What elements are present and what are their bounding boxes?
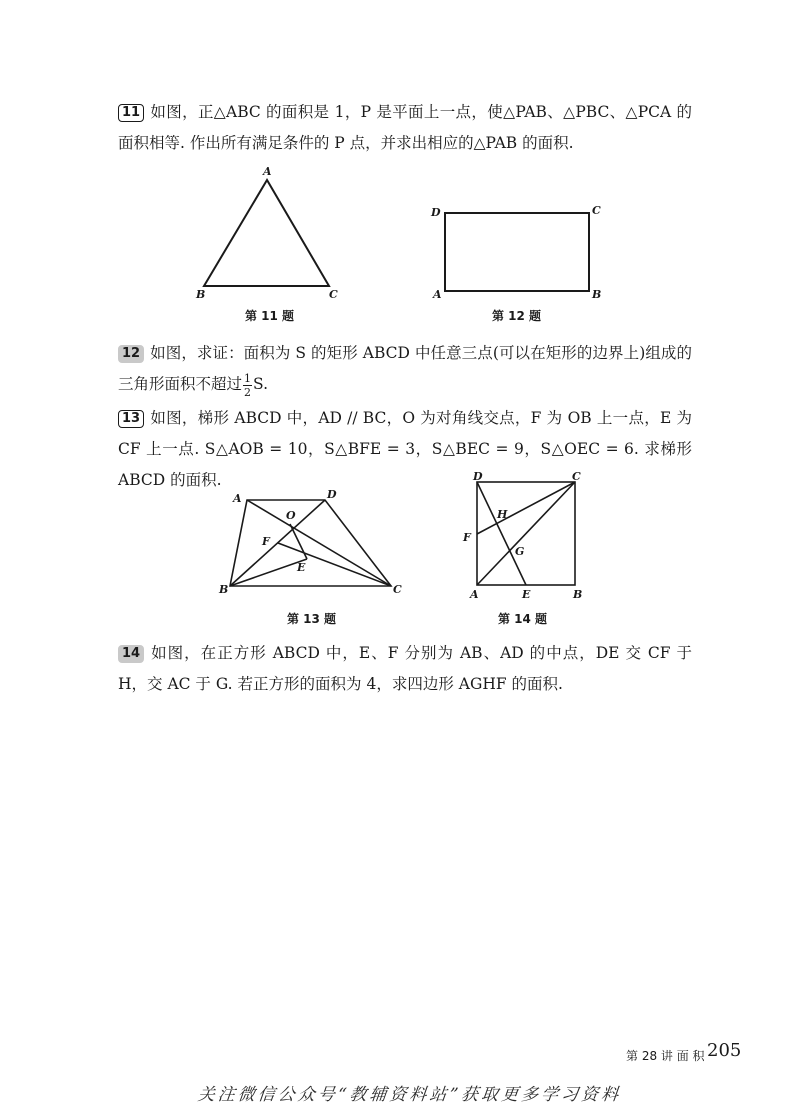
problem-text: 如图，求证：面积为 S 的矩形 ABCD 中任意三点(可以在矩形的边界上)组成的三角形面积不超过 bbox=[118, 344, 692, 393]
caption-11: 第 11 题 bbox=[245, 309, 295, 323]
segment-de bbox=[477, 482, 526, 585]
label-c: C bbox=[393, 583, 402, 596]
label-f: F bbox=[262, 535, 270, 548]
label-b: B bbox=[219, 583, 229, 596]
label-g: G bbox=[515, 545, 525, 558]
segment-cf bbox=[477, 482, 575, 534]
label-c: C bbox=[572, 470, 581, 483]
triangle-abc bbox=[204, 180, 329, 286]
segment-oe bbox=[290, 524, 307, 559]
fraction-one-half bbox=[243, 372, 252, 399]
label-b: B bbox=[573, 588, 583, 601]
figure-12-rectangle bbox=[425, 197, 615, 305]
figure-13-trapezoid bbox=[215, 485, 410, 600]
problem-number: 14 bbox=[118, 645, 144, 663]
label-b: B bbox=[196, 288, 206, 300]
label-b: B bbox=[592, 288, 602, 301]
label-e: E bbox=[297, 561, 306, 574]
caption-12: 第 12 题 bbox=[492, 309, 542, 323]
rectangle-abcd bbox=[445, 213, 589, 291]
figure-11-triangle bbox=[190, 160, 350, 300]
label-d: D bbox=[327, 488, 337, 501]
figure-14-square bbox=[460, 470, 595, 605]
diagonal-ac bbox=[477, 482, 575, 585]
problem-number: 13 bbox=[118, 410, 144, 428]
label-e: E bbox=[522, 588, 531, 601]
promo-watermark: 关注微信公众号“教辅资料站”获取更多学习资料 bbox=[196, 1085, 623, 1105]
fraction-denominator: 2 bbox=[244, 385, 252, 399]
problem-14 bbox=[118, 638, 692, 700]
label-c: C bbox=[592, 204, 601, 217]
problem-number: 11 bbox=[118, 104, 144, 122]
label-a: A bbox=[233, 492, 242, 505]
caption-13: 第 13 题 bbox=[287, 612, 337, 626]
label-h: H bbox=[497, 508, 508, 521]
footer-section-title: 第 28 讲 面 积 bbox=[626, 1049, 705, 1063]
label-a: A bbox=[433, 288, 442, 301]
caption-14: 第 14 题 bbox=[498, 612, 548, 626]
page-number: 205 bbox=[707, 1040, 742, 1061]
problem-text: 如图，梯形 ABCD 中，AD // BC，O 为对角线交点，F 为 OB 上一点，E 为 CF 上一点. S△AOB = 10，S△BFE = 3，S△BEC = 9，S△OEC = 6. 求梯形 ABCD 的面积. bbox=[118, 409, 692, 489]
label-c: C bbox=[329, 288, 338, 300]
label-a: A bbox=[263, 165, 272, 178]
fraction-numerator: 1 bbox=[244, 371, 252, 385]
label-f: F bbox=[463, 531, 471, 544]
problem-12 bbox=[118, 338, 692, 400]
label-d: D bbox=[431, 206, 441, 219]
problem-text: 如图，正△ABC 的面积是 1，P 是平面上一点，使△PAB、△PBC、△PCA 的面积相等. 作出所有满足条件的 P 点，并求出相应的△PAB 的面积. bbox=[118, 103, 692, 152]
problem-11 bbox=[118, 97, 692, 159]
label-o: O bbox=[286, 509, 296, 522]
label-d: D bbox=[473, 470, 483, 483]
label-a: A bbox=[470, 588, 479, 601]
problem-number: 12 bbox=[118, 345, 144, 363]
segment-be bbox=[230, 559, 307, 586]
problem-text: 如图，在正方形 ABCD 中，E、F 分别为 AB、AD 的中点，DE 交 CF 于 H，交 AC 于 G. 若正方形的面积为 4，求四边形 AGHF 的面积. bbox=[118, 644, 692, 693]
problem-13 bbox=[118, 403, 692, 496]
problem-text-end: S. bbox=[253, 375, 269, 393]
